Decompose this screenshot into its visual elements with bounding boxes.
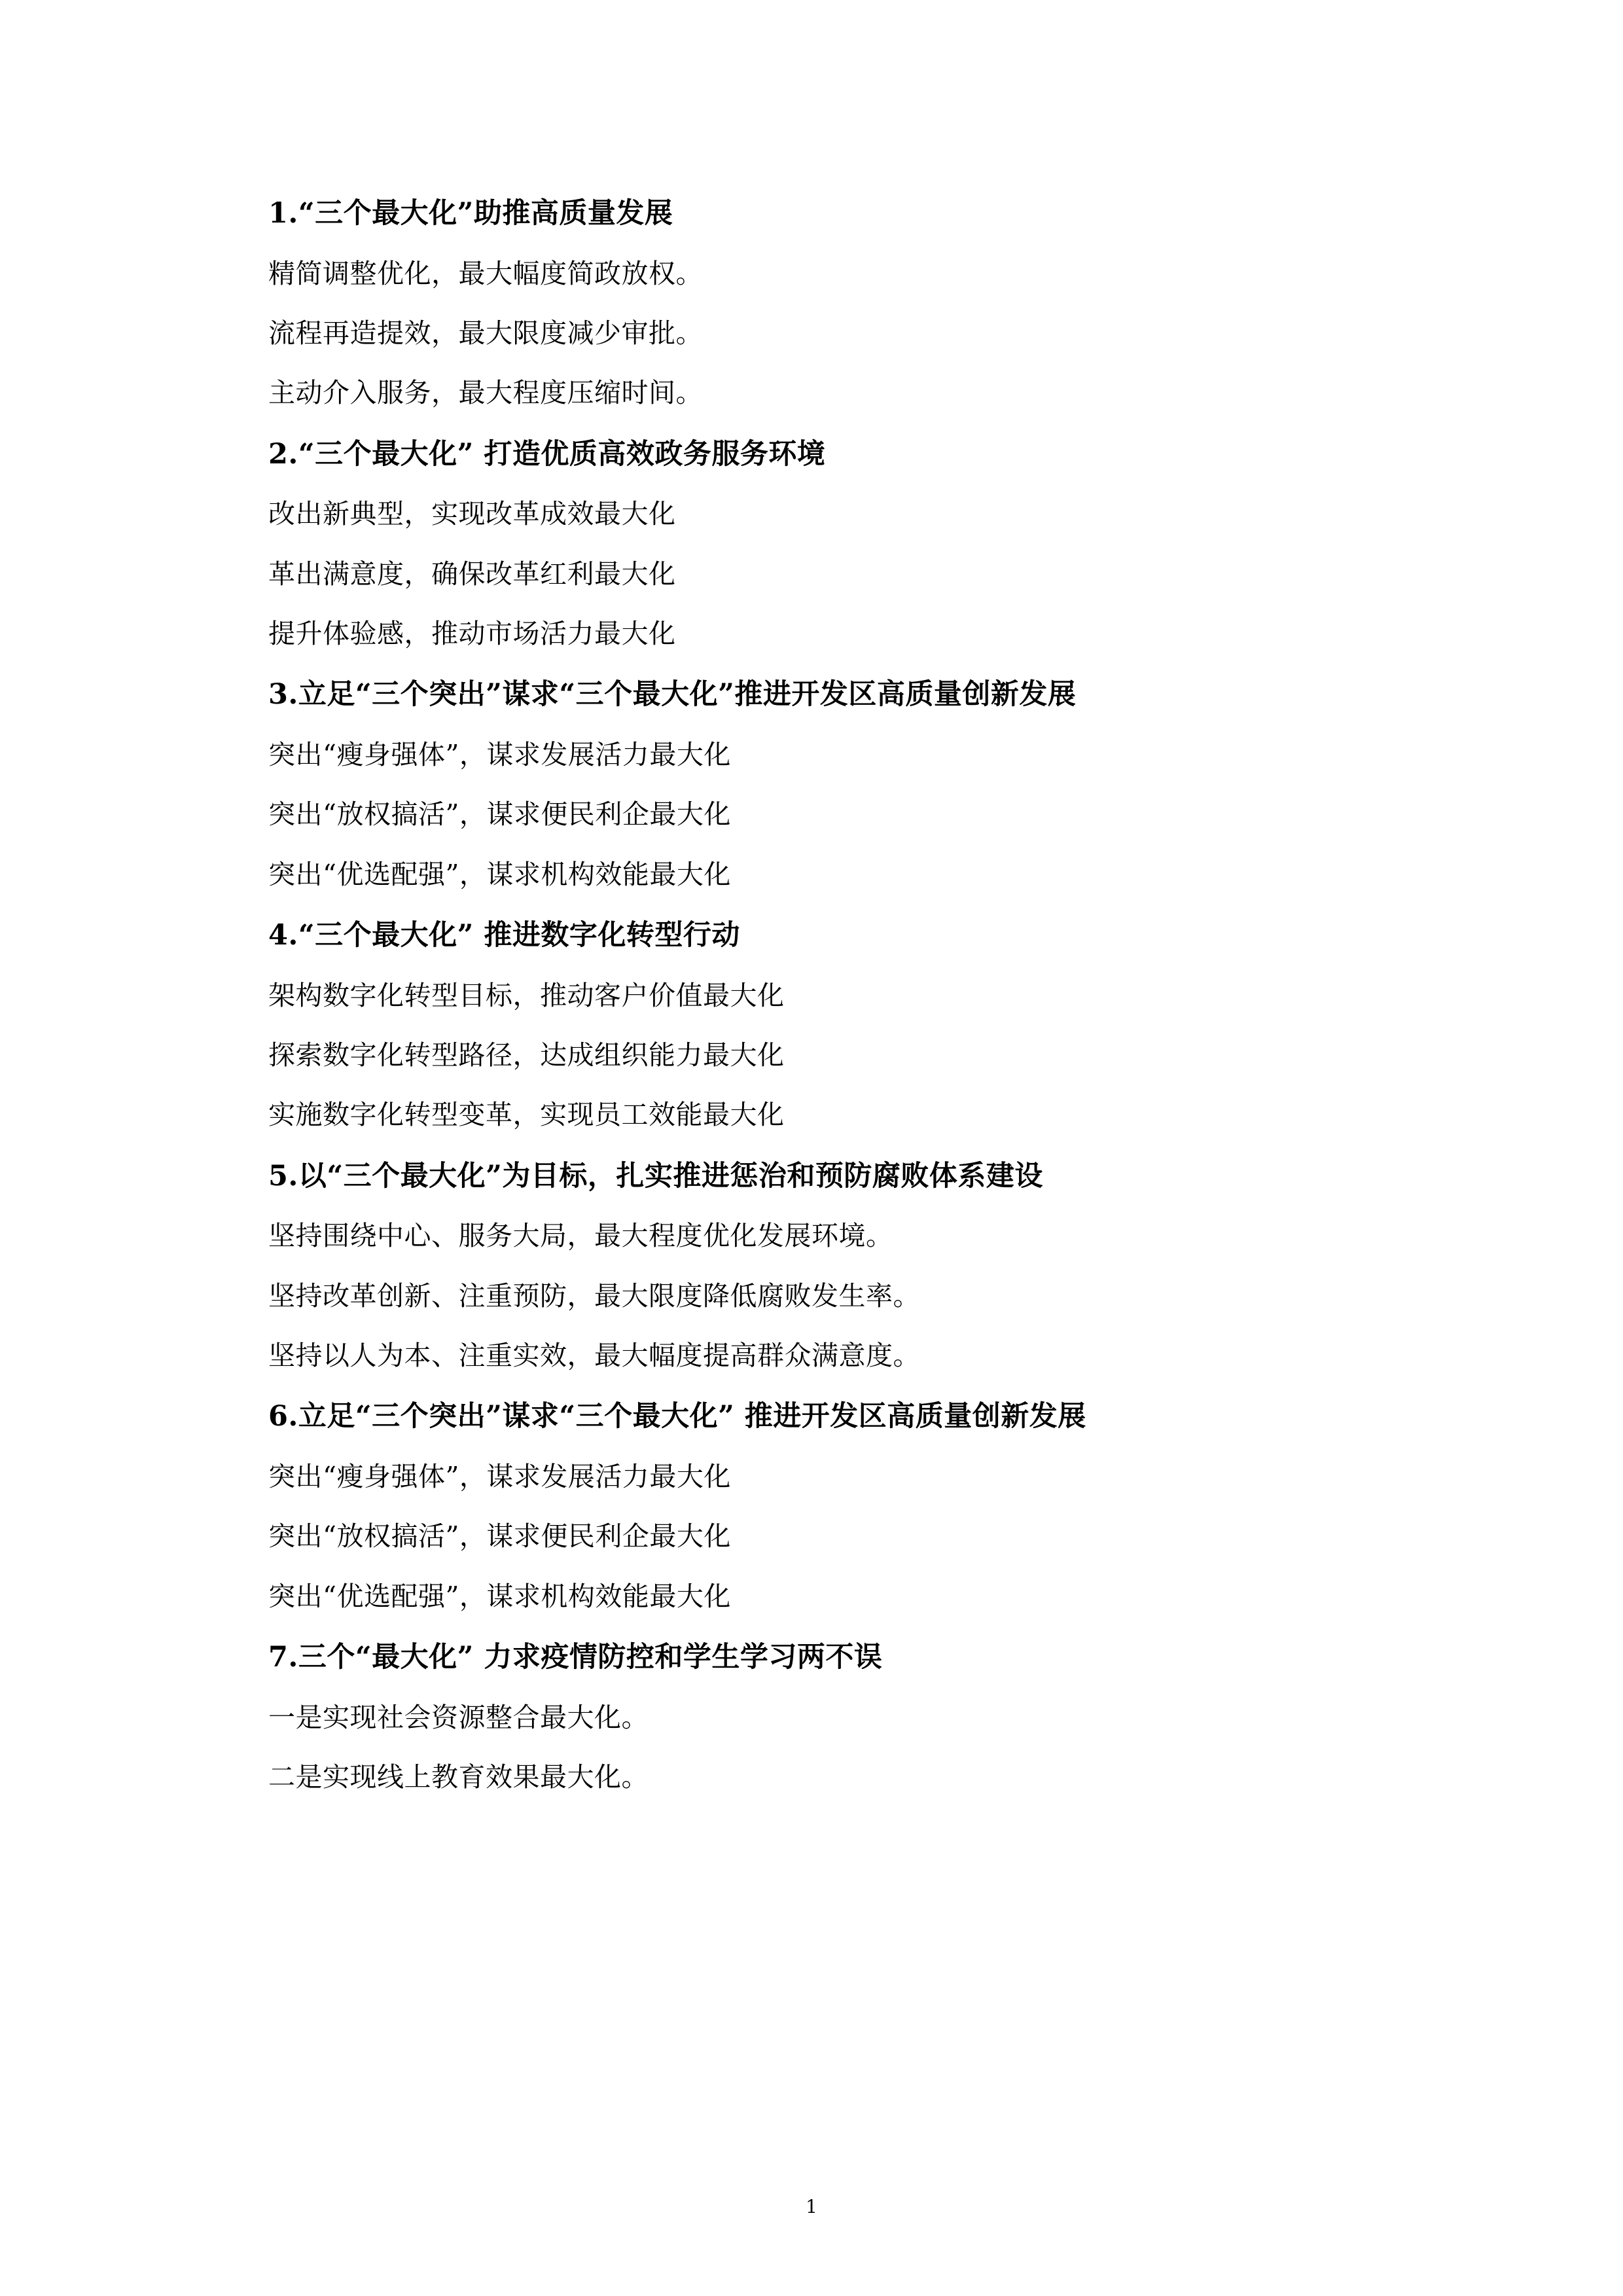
section-paragraph: 二是实现线上教育效果最大化。	[268, 1761, 649, 1793]
section-paragraph: 革出满意度，确保改革红利最大化	[268, 558, 676, 590]
section-paragraph: 突出“优选配强”，谋求机构效能最大化	[268, 1580, 731, 1612]
section-paragraph: 突出“瘦身强体”，谋求发展活力最大化	[268, 739, 731, 771]
document-section	[268, 677, 1263, 892]
section-paragraph: 实施数字化转型变革，实现员工效能最大化	[268, 1099, 785, 1131]
section-paragraph: 坚持围绕中心、服务大局，最大程度优化发展环境。	[268, 1220, 893, 1252]
document-section	[268, 1640, 1263, 1795]
section-paragraph: 一是实现社会资源整合最大化。	[268, 1701, 649, 1733]
page-number: 1	[806, 2196, 817, 2217]
section-paragraph: 坚持以人为本、注重实效，最大幅度提高群众满意度。	[268, 1339, 920, 1371]
section-heading: 3.立足“三个突出”谋求“三个最大化”推进开发区高质量创新发展	[268, 678, 1077, 711]
section-heading: 2.“三个最大化” 打造优质高效政务服务环境	[268, 437, 826, 471]
document-section	[268, 1399, 1263, 1614]
section-paragraph: 流程再造提效，最大限度减少审批。	[268, 317, 703, 350]
document-section	[268, 1159, 1263, 1374]
section-paragraph: 精简调整优化，最大幅度简政放权。	[268, 257, 703, 289]
document-section	[268, 196, 1263, 411]
section-paragraph: 架构数字化转型目标，推动客户价值最大化	[268, 979, 785, 1011]
document-section	[268, 437, 1263, 652]
section-paragraph: 突出“优选配强”，谋求机构效能最大化	[268, 858, 731, 890]
section-paragraph: 改出新典型，实现改革成效最大化	[268, 498, 676, 530]
section-paragraph: 坚持改革创新、注重预防，最大限度降低腐败发生率。	[268, 1280, 920, 1312]
section-paragraph: 突出“放权搞活”，谋求便民利企最大化	[268, 798, 731, 831]
section-heading: 5.以“三个最大化”为目标，扎实推进惩治和预防腐败体系建设	[268, 1159, 1043, 1193]
section-paragraph: 探索数字化转型路径，达成组织能力最大化	[268, 1039, 785, 1071]
section-paragraph: 提升体验感，推动市场活力最大化	[268, 617, 676, 649]
section-paragraph: 主动介入服务，最大程度压缩时间。	[268, 377, 703, 409]
document-section	[268, 918, 1263, 1133]
section-paragraph: 突出“瘦身强体”，谋求发展活力最大化	[268, 1460, 731, 1492]
section-heading: 1.“三个最大化”助推高质量发展	[268, 197, 673, 230]
section-heading: 4.“三个最大化” 推进数字化转型行动	[268, 918, 740, 952]
section-heading: 7.三个“最大化” 力求疫情防控和学生学习两不误	[268, 1640, 883, 1674]
section-heading: 6.立足“三个突出”谋求“三个最大化” 推进开发区高质量创新发展	[268, 1400, 1086, 1433]
document-body	[268, 196, 1263, 1795]
section-paragraph: 突出“放权搞活”，谋求便民利企最大化	[268, 1520, 731, 1552]
